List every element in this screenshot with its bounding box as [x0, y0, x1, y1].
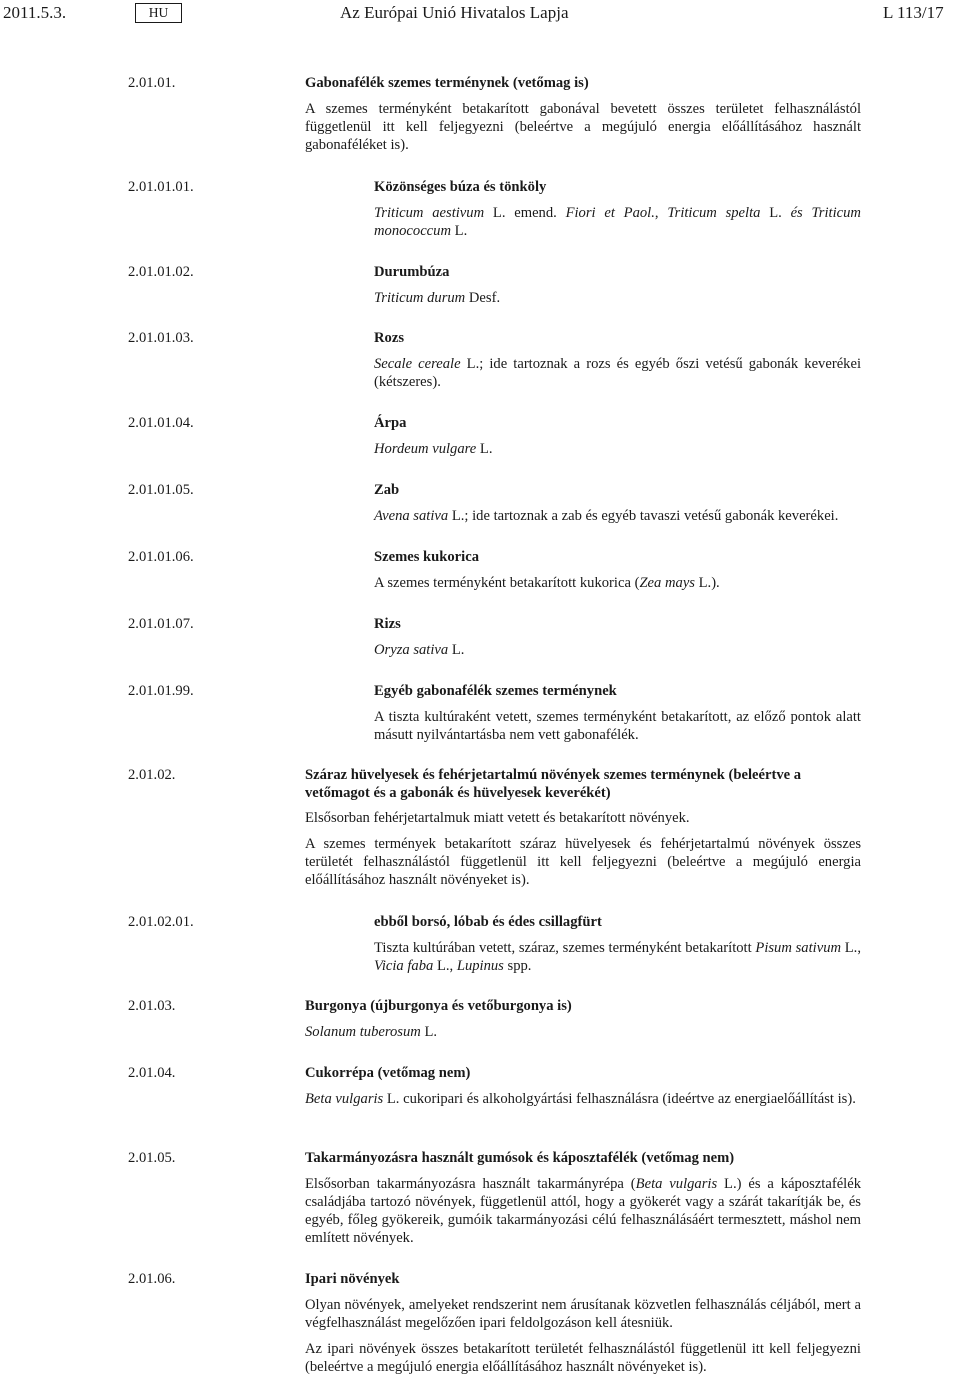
- section-number: 2.01.04.: [128, 1065, 176, 1081]
- section-title-line-2: vetőmagot és a gabonák és hüvelyesek keverékét): [305, 785, 611, 801]
- species-name: Vicia faba: [374, 958, 434, 974]
- section-title: Cukorrépa (vetőmag nem): [305, 1065, 471, 1081]
- text-run: L.; ide tartoznak a rozs és egyéb őszi vetésű gabonák keverékei (kétszeres).: [374, 356, 861, 390]
- section-title: Szemes kukorica: [374, 549, 479, 565]
- section-text: [305, 1175, 861, 1247]
- species-name: Beta vulgaris: [635, 1176, 718, 1192]
- section-number: 2.01.01.04.: [128, 415, 194, 431]
- section-title: Egyéb gabonafélék szemes terménynek: [374, 683, 617, 699]
- text-run: L.,: [433, 958, 457, 974]
- text-run: L.,: [841, 940, 861, 956]
- section-number: 2.01.05.: [128, 1150, 176, 1166]
- section-text: [374, 507, 861, 525]
- text-run: L.: [476, 441, 493, 457]
- section-number: 2.01.01.07.: [128, 616, 194, 632]
- section-text: [374, 939, 861, 975]
- species-name: Avena sativa: [374, 508, 449, 524]
- section-number: 2.01.02.01.: [128, 914, 194, 930]
- species-name: Oryza sativa: [374, 642, 449, 658]
- section-title: Zab: [374, 482, 400, 498]
- text-run: L. emend.: [484, 205, 566, 221]
- section-title-line-1: Száraz hüvelyesek és fehérjetartalmú növények szemes terménynek (beleértve a: [305, 767, 802, 783]
- text-run: L.) és a káposztafélék családjába tartozó növények, függetlenül attól, hogy a gyökerét vagy a szárát takarítják be, és egyéb, főleg gyökereik, gumóik takarmányozási célú felhasználásáért termesztett, máshol nem említett növények.: [305, 1176, 862, 1246]
- page-number: L 113/17: [883, 3, 944, 22]
- text-run: Desf.: [465, 290, 501, 306]
- section-title: Burgonya (újburgonya és vetőburgonya is): [305, 998, 572, 1014]
- section-text: Az ipari növények összes betakarított területét felhasználástól függetlenül itt kell feljegyezni (beleértve a megújuló energia előállításához használt növényeket is).: [305, 1341, 861, 1375]
- section-text: A szemes terményként betakarított gabonával bevetett összes területet felhasználástól függetlenül itt kell feljegyezni (beleértve a megújuló energia előállításához használt gabonaféléket is).: [305, 101, 861, 153]
- section-title: Takarmányozásra használt gumósok és káposztafélék (vetőmag nem): [305, 1150, 735, 1166]
- text-run: spp.: [503, 958, 532, 974]
- section-number: 2.01.01.99.: [128, 683, 194, 699]
- text-run: Tiszta kultúrában vetett, száraz, szemes terményként betakarított: [374, 940, 756, 956]
- text-run: Elsősorban takarmányozásra használt takarmányrépa (: [305, 1176, 636, 1192]
- section-title: Rozs: [374, 330, 404, 346]
- publication-date: 2011.5.3.: [3, 3, 67, 22]
- text-run: L. cukoripari és alkoholgyártási felhasználásra (ideértve az energiaelőállítást is).: [383, 1091, 856, 1107]
- species-name: Lupinus: [456, 958, 504, 974]
- section-number: 2.01.01.05.: [128, 482, 194, 498]
- text-run: L.; ide tartoznak a zab és egyéb tavaszi vetésű gabonák keverékei.: [448, 508, 839, 524]
- text-run: L.: [448, 642, 465, 658]
- text-run: L.: [760, 205, 791, 221]
- section-number: 2.01.06.: [128, 1271, 176, 1287]
- section-title: Rizs: [374, 616, 401, 632]
- section-number: 2.01.02.: [128, 767, 176, 783]
- section-number: 2.01.01.03.: [128, 330, 194, 346]
- species-name: Zea mays: [639, 575, 695, 591]
- section-title: ebből borsó, lóbab és édes csillagfürt: [374, 914, 602, 930]
- species-name: Triticum aestivum: [374, 205, 485, 221]
- species-name: Triticum spelta: [667, 205, 761, 221]
- journal-title: Az Európai Unió Hivatalos Lapja: [340, 3, 569, 22]
- section-text: A tiszta kultúraként vetett, szemes terményként betakarított, az előző pontok alatt másutt nyilvántartásba nem vett gabonafélék.: [374, 709, 861, 743]
- section-text: Elsősorban fehérjetartalmuk miatt vetett és betakarított növények.: [305, 810, 690, 826]
- section-title: Árpa: [374, 415, 407, 431]
- section-text: [305, 1023, 861, 1041]
- text-run: A szemes terményként betakarított kukorica (: [374, 575, 640, 591]
- section-title: Közönséges búza és tönköly: [374, 179, 547, 195]
- section-text: A szemes termények betakarított száraz hüvelyesek és fehérjetartalmú növények összes területét felhasználástól függetlenül itt kell feljegyezni (beleértve a megújuló energia előállításához használt növényeket is).: [305, 836, 861, 888]
- species-name: Fiori et Paol.: [565, 205, 655, 221]
- page-header: [0, 4, 960, 24]
- text-run: ,: [654, 205, 668, 221]
- species-name: Secale cereale: [374, 356, 461, 372]
- section-text: [374, 574, 861, 592]
- species-name: Hordeum vulgare: [374, 441, 477, 457]
- section-text: [374, 289, 861, 307]
- text-run: L.: [420, 1024, 438, 1040]
- section-number: 2.01.03.: [128, 998, 176, 1014]
- section-number: 2.01.01.: [128, 75, 176, 91]
- section-title: Durumbúza: [374, 264, 450, 280]
- species-name: Beta vulgaris: [305, 1091, 384, 1107]
- section-number: 2.01.01.01.: [128, 179, 194, 195]
- section-title: Ipari növények: [305, 1271, 400, 1287]
- species-name: Solanum tuberosum: [305, 1024, 421, 1040]
- text-run: L.: [451, 223, 468, 239]
- section-text: Olyan növények, amelyeket rendszerint nem árusítanak közvetlen felhasználás céljából, mert a végfelhasználást megelőzően ipari feldolgozáson kell átesniük.: [305, 1297, 861, 1331]
- section-number: 2.01.01.02.: [128, 264, 194, 280]
- language-badge: HU: [135, 3, 182, 23]
- section-text: [374, 204, 861, 240]
- species-name: Pisum sativum: [755, 940, 842, 956]
- text-run: L.).: [694, 575, 720, 591]
- section-text: [374, 641, 861, 659]
- species-name: Triticum durum: [374, 290, 466, 306]
- section-text: [374, 355, 861, 391]
- section-number: 2.01.01.06.: [128, 549, 194, 565]
- section-text: [305, 1090, 861, 1108]
- species-name: és Triticum monococcum: [374, 205, 861, 239]
- section-title: Gabonafélék szemes terménynek (vetőmag is): [305, 75, 589, 91]
- section-text: [374, 440, 861, 458]
